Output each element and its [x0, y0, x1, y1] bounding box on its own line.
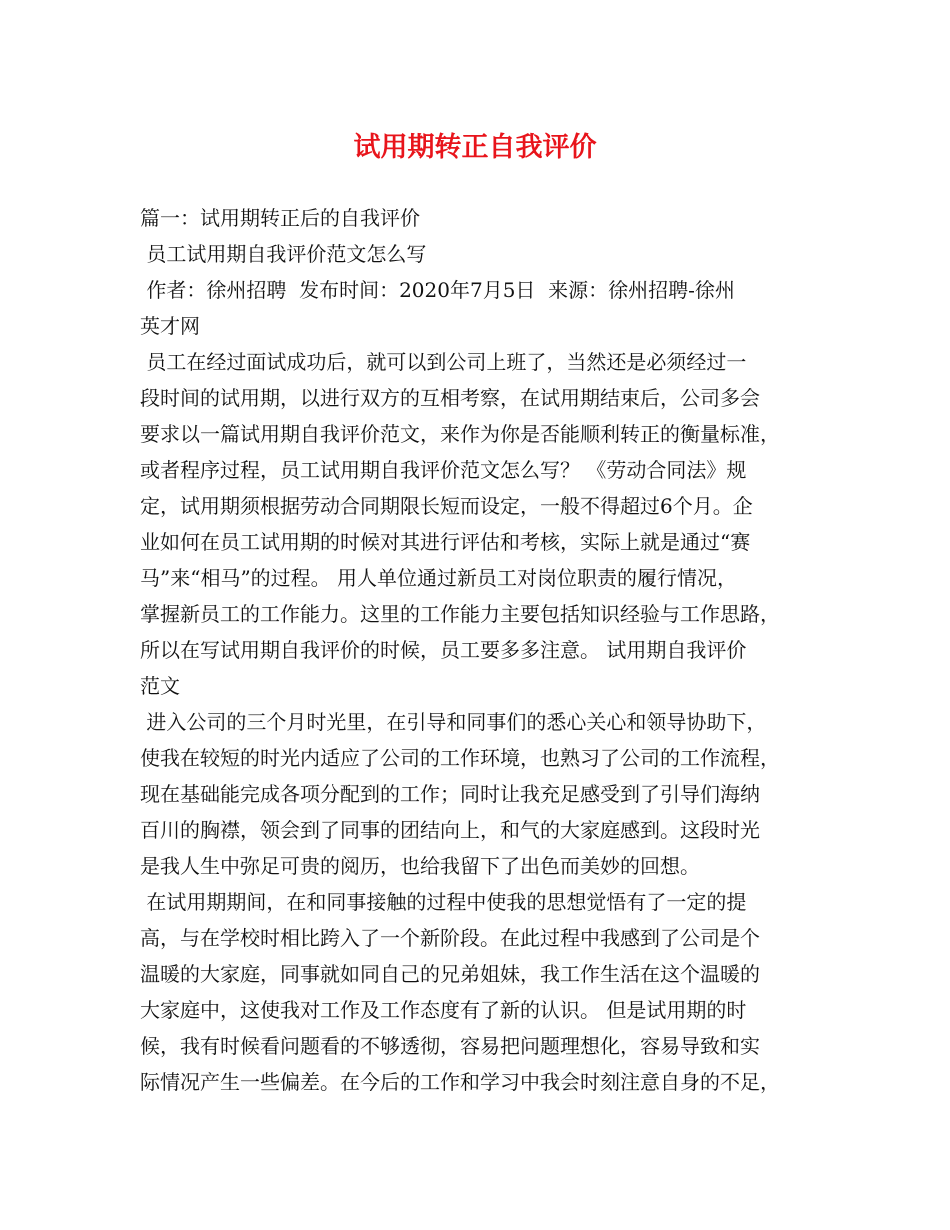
text-line: 候，我有时候看问题看的不够透彻，容易把问题理想化，容易导致和实	[140, 1034, 760, 1058]
text-line: 范文	[140, 674, 180, 698]
text-line: 业如何在员工试用期的时候对其进行评估和考核，实际上就是通过“赛	[140, 530, 751, 554]
text-line: 大家庭中，这使我对工作及工作态度有了新的认识。 但是试用期的时	[140, 998, 747, 1022]
text-line: 际情况产生一些偏差。在今后的工作和学习中我会时刻注意自身的不足，	[140, 1070, 780, 1094]
text-line: 英才网	[140, 314, 200, 338]
document-body	[140, 200, 830, 1100]
text-line: 定，试用期须根据劳动合同期限长短而设定，一般不得超过6个月。企	[140, 494, 753, 518]
text-line: 作者：徐州招聘 发布时间：2020年7月5日 来源：徐州招聘-徐州	[140, 278, 735, 302]
text-line: 所以在写试用期自我评价的时候，员工要多多注意。 试用期自我评价	[140, 638, 747, 662]
text-line: 在试用期期间，在和同事接触的过程中使我的思想觉悟有了一定的提	[140, 890, 747, 914]
text-line: 现在基础能完成各项分配到的工作；同时让我充足感受到了引导们海纳	[140, 782, 760, 806]
text-line: 百川的胸襟，领会到了同事的团结向上，和气的大家庭感到。这段时光	[140, 818, 760, 842]
text-line: 是我人生中弥足可贵的阅历，也给我留下了出色而美妙的回想。	[140, 854, 700, 878]
text-line: 要求以一篇试用期自我评价范文，来作为你是否能顺利转正的衡量标准，	[140, 422, 780, 446]
text-line: 段时间的试用期，以进行双方的互相考察，在试用期结束后，公司多会	[140, 386, 760, 410]
document-title: 试用期转正自我评价	[353, 132, 597, 163]
text-line: 篇一：试用期转正后的自我评价	[140, 206, 420, 230]
text-line: 使我在较短的时光内适应了公司的工作环境，也熟习了公司的工作流程，	[140, 746, 780, 770]
text-line: 员工在经过面试成功后，就可以到公司上班了，当然还是必须经过一	[140, 350, 747, 374]
text-line: 进入公司的三个月时光里，在引导和同事们的悉心关心和领导协助下，	[140, 710, 767, 734]
text-line: 或者程序过程，员工试用期自我评价范文怎么写？ 《劳动合同法》规	[140, 458, 747, 482]
text-line: 高，与在学校时相比跨入了一个新阶段。在此过程中我感到了公司是个	[140, 926, 760, 950]
text-line: 马”来“相马”的过程。 用人单位通过新员工对岗位职责的履行情况，	[140, 566, 738, 590]
text-line: 掌握新员工的工作能力。这里的工作能力主要包括知识经验与工作思路，	[140, 602, 780, 626]
text-line: 温暖的大家庭，同事就如同自己的兄弟姐妹，我工作生活在这个温暖的	[140, 962, 760, 986]
text-line: 员工试用期自我评价范文怎么写	[140, 242, 427, 266]
